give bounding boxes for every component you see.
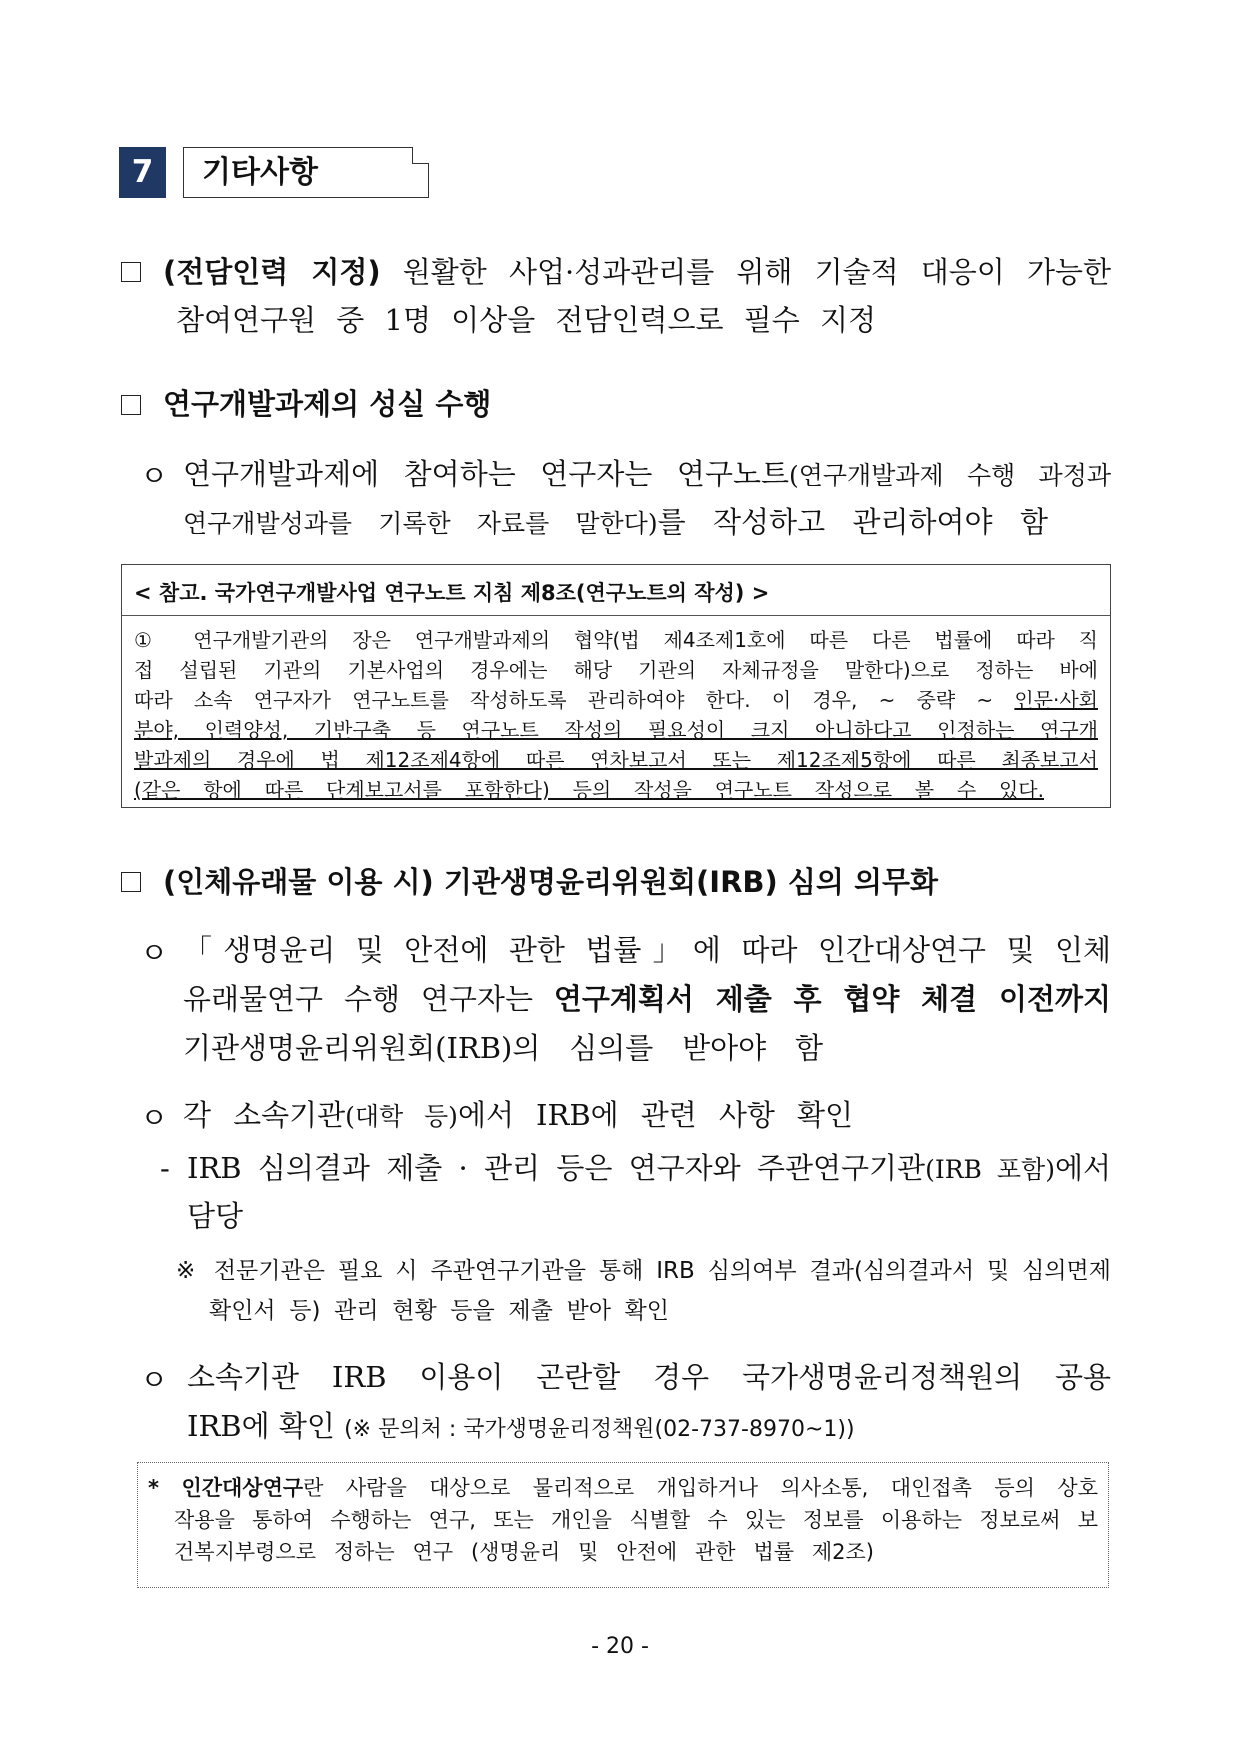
reference-heading: < 참고. 국가연구개발사업 연구노트 지침 제8조(연구노트의 작성) > xyxy=(134,581,770,605)
item3-bullet2: 각 소속기관(대학 등)에서 IRB에 관련 사항 확인 xyxy=(183,1098,853,1132)
section-title-box xyxy=(183,147,429,198)
footnote-box xyxy=(137,1462,1109,1588)
item2-bullet1-line1: 연구개발과제에 참여하는 연구자는 연구노트(연구개발과제 수행 과정과 xyxy=(183,457,1111,491)
page-number: - 20 - xyxy=(591,1634,649,1659)
item1-line2: 참여연구원 중 1명 이상을 전담인력으로 필수 지정 xyxy=(176,303,876,337)
item3-dash1-line1: IRB 심의결과 제출 · 관리 등은 연구자와 주관연구기관(IRB 포함)에서 xyxy=(187,1151,1111,1185)
item1-line1: (전담인력 지정) 원활한 사업·성과관리를 위해 기술적 대응이 가능한 xyxy=(163,255,1111,289)
item3-note-line2: 확인서 등) 관리 현황 등을 제출 받아 확인 xyxy=(209,1298,669,1324)
item3-bullet3-line1: 소속기관 IRB 이용이 곤란할 경우 국가생명윤리정책원의 공용 xyxy=(187,1360,1111,1394)
reference-line: (같은 항에 따른 단계보고서를 포함한다) 등의 작성을 연구노트 작성으로 볼 수 있다. xyxy=(134,778,1044,802)
reference-line: ① 연구개발기관의 장은 연구개발과제의 협약(법 제4조제1호에 따른 다른 법률에 따라 직 xyxy=(134,628,1098,652)
item2-heading: 연구개발과제의 성실 수행 xyxy=(163,387,492,421)
section-title: 기타사항 xyxy=(202,155,318,190)
footnote-line2: 작용을 통하여 수행하는 연구, 또는 개인을 식별할 수 있는 정보를 이용하는 정보로써 보 xyxy=(174,1508,1098,1532)
reference-divider xyxy=(122,615,1110,616)
page-fold-decoration xyxy=(412,147,429,164)
item3-heading: (인체유래물 이용 시) 기관생명윤리위원회(IRB) 심의 의무화 xyxy=(163,865,939,899)
footnote-line1: * 인간대상연구란 사람을 대상으로 물리적으로 개입하거나 의사소통, 대인접촉 등의 상호 xyxy=(148,1476,1098,1500)
dash-bullet-icon: - xyxy=(160,1151,170,1185)
reference-line: 분야, 인력양성, 기반구축 등 연구노트 작성의 필요성이 크지 아니하다고 인정하는 연구개 xyxy=(134,718,1098,742)
item3-bullet1-line1: 「생명윤리 및 안전에 관한 법률」에 따라 인간대상연구 및 인체 xyxy=(183,933,1111,967)
reference-line: 접 설립된 기관의 기본사업의 경우에는 해당 기관의 자체규정을 말한다)으로 정하는 바에 xyxy=(134,658,1098,682)
checkbox-icon xyxy=(121,262,141,286)
reference-line: 발과제의 경우에 법 제12조제4항에 따른 연차보고서 또는 제12조제5항에 따른 최종보고서 xyxy=(134,748,1098,772)
circle-bullet-icon: ㅇ xyxy=(140,936,169,970)
footnote-line3: 건복지부령으로 정하는 연구 (생명윤리 및 안전에 관한 법률 제2조) xyxy=(174,1540,874,1564)
item3-bullet3-line2: IRB에 확인 (※ 문의처 : 국가생명윤리정책원(02-737-8970~1)) xyxy=(187,1409,855,1443)
item3-note-line1: ※ 전문기관은 필요 시 주관연구기관을 통해 IRB 심의여부 결과(심의결과서 및 심의면제 xyxy=(176,1258,1111,1284)
reference-line: 따라 소속 연구자가 연구노트를 작성하도록 관리하여야 한다. 이 경우, ~ 중략 ~ 인문·사회 xyxy=(134,688,1098,712)
item2-bullet1-line2: 연구개발성과를 기록한 자료를 말한다)를 작성하고 관리하여야 함 xyxy=(183,505,1048,539)
reference-box xyxy=(121,564,1111,808)
circle-bullet-icon: ㅇ xyxy=(140,1101,169,1135)
circle-bullet-icon: ㅇ xyxy=(140,1363,169,1397)
checkbox-icon xyxy=(121,872,141,896)
item3-dash1-line2: 담당 xyxy=(187,1199,244,1233)
item3-bullet1-line2: 유래물연구 수행 연구자는 연구계획서 제출 후 협약 체결 이전까지 xyxy=(183,982,1111,1016)
checkbox-icon xyxy=(121,395,141,419)
circle-bullet-icon: ㅇ xyxy=(140,459,169,493)
item3-bullet1-line3: 기관생명윤리위원회(IRB)의 심의를 받아야 함 xyxy=(183,1031,823,1065)
section-number: 7 xyxy=(119,147,166,198)
